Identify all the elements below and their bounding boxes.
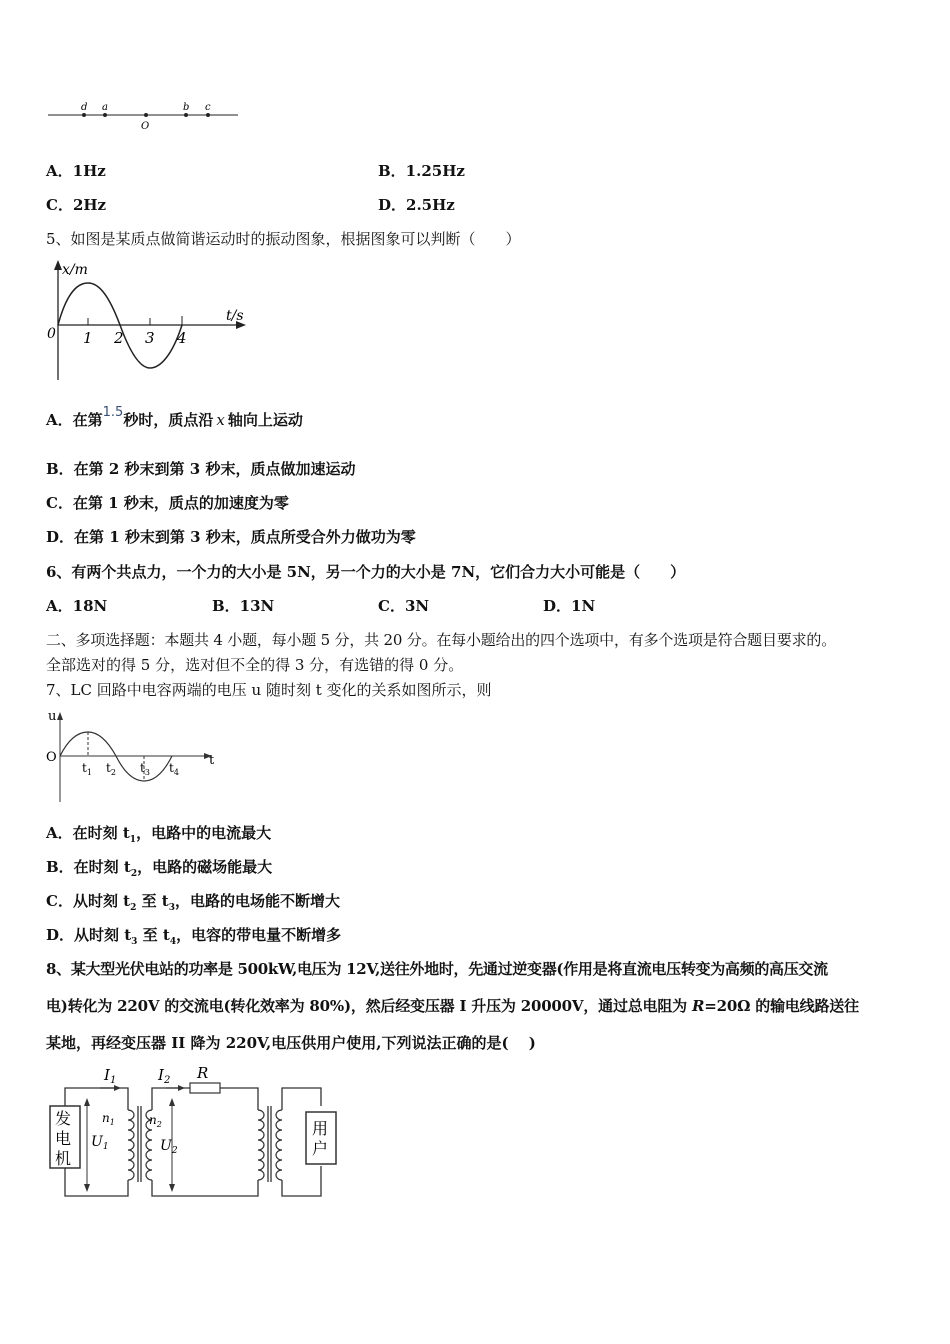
q7-b-sub: 2: [130, 869, 138, 879]
q8-line2-post: =20Ω 的输电线路送往: [704, 997, 859, 1015]
point-c: [206, 113, 210, 117]
q5-a-value: 1.5: [102, 405, 124, 420]
q7-d-post: ，电容的带电量不断增多: [176, 926, 342, 944]
section2-line1: 二、多项选择题：本题共 4 小题，每小题 5 分，共 20 分。在每小题给出的四个选项中，有多个选项是符合题目要求的。: [46, 631, 836, 649]
svg-text:t3: [140, 761, 150, 777]
i2-label: I: [158, 1066, 164, 1084]
q7-origin: O: [46, 750, 57, 765]
q7-c-pre: C．从时刻 t: [46, 892, 131, 910]
q5-a-suffix: 轴向上运动: [227, 411, 303, 429]
q5-option-d[interactable]: D．在第 1 秒末到第 3 秒末，质点所受合外力做功为零: [46, 528, 416, 546]
q4-option-a[interactable]: A．1Hz: [46, 162, 106, 180]
q7-c-sub1: 2: [130, 903, 137, 913]
q7-d-pre: D．从时刻 t: [46, 926, 132, 944]
section2-line2: 全部选对的得 5 分，选对但不全的得 3 分，有选错的得 0 分。: [46, 656, 464, 674]
q5-xlabel: t/s: [226, 308, 244, 324]
q6-stem: 6、有两个共点力，一个力的大小是 5N，另一个力的大小是 7N，它们合力大小可能是（ ）: [46, 563, 686, 581]
svg-text:U2: [160, 1138, 178, 1156]
u2-label: U: [160, 1138, 172, 1154]
q4-option-b[interactable]: B．1.25Hz: [378, 162, 465, 180]
q7-lc-graph: [42, 706, 227, 806]
q4-option-d[interactable]: D．2.5Hz: [378, 196, 455, 214]
q7-b-post: ，电路的磁场能最大: [137, 858, 273, 876]
coil-n1: [128, 1110, 134, 1180]
label-d: d: [81, 102, 88, 113]
i2-sub: 2: [163, 1075, 171, 1086]
generator-char-1: 发: [55, 1109, 72, 1128]
q7-option-a[interactable]: [46, 823, 271, 850]
q7-t3: t: [140, 761, 145, 775]
q5-option-a[interactable]: [46, 405, 303, 432]
q7-d-sub2: 4: [169, 937, 177, 947]
q7-t1: t: [82, 761, 87, 775]
q7-stem: 7、LC 回路中电容两端的电压 u 随时刻 t 变化的关系如图所示，则: [46, 681, 492, 699]
q8-line2: [46, 996, 859, 1016]
q5-tick-3: 3: [145, 329, 155, 347]
q7-d-sub1: 3: [131, 937, 138, 947]
q7-c-sub2: 3: [168, 903, 175, 913]
point-o: [144, 113, 148, 117]
n2-sub: 2: [156, 1120, 162, 1129]
point-b: [184, 113, 188, 117]
q8-line3: 某地，再经变压器 II 降为 220V,电压供用户使用,下列说法正确的是( ): [46, 1034, 536, 1052]
label-a: a: [102, 102, 108, 113]
q7-option-b[interactable]: [46, 857, 272, 884]
q5-vibration-graph: [42, 258, 252, 386]
q5-origin: 0: [47, 326, 56, 342]
q6-option-b[interactable]: B．13N: [212, 597, 275, 615]
point-d: [82, 113, 86, 117]
q6-option-c[interactable]: C．3N: [378, 597, 430, 615]
q7-t4: t: [169, 761, 174, 775]
point-a: [103, 113, 107, 117]
q8-circuit-diagram: [44, 1062, 344, 1202]
q7-a-sub: 1: [129, 835, 137, 845]
q8-line1: 8、某大型光伏电站的功率是 500kW,电压为 12V,送往外地时，先通过逆变器(作用是将直流电压转变为高频的高压交流: [46, 960, 828, 978]
q7-c-post: ，电路的电场能不断增大: [175, 892, 341, 910]
q5-option-b[interactable]: B．在第 2 秒末到第 3 秒末，质点做加速运动: [46, 460, 356, 478]
q5-ylabel: x/m: [62, 262, 88, 278]
svg-text:t4: [169, 761, 179, 777]
i1-sub: 1: [109, 1075, 117, 1086]
user-char-2: 户: [312, 1139, 329, 1158]
q7-t2-sub: 2: [110, 768, 116, 777]
generator-char-3: 机: [55, 1149, 72, 1168]
q7-t2: t: [106, 761, 111, 775]
q7-d-mid: 至 t: [137, 926, 170, 944]
u2-sub: 2: [171, 1146, 178, 1156]
r-label: R: [197, 1064, 209, 1082]
label-o: O: [141, 121, 150, 132]
q5-stem: 5、如图是某质点做简谐运动时的振动图象，根据图象可以判断（ ）: [46, 230, 521, 248]
q7-option-d[interactable]: [46, 925, 341, 952]
q5-tick-1: 1: [83, 329, 93, 347]
label-b: b: [183, 102, 190, 113]
svg-text:t2: [106, 761, 116, 777]
q7-t1-sub: 1: [86, 768, 92, 777]
q5-tick-2: 2: [114, 329, 124, 347]
q8-line2-pre: 电)转化为 220V 的交流电(转化效率为 80%)，然后经变压器 I 升压为 20000V，通过总电阻为: [46, 997, 692, 1015]
coil-ii-primary: [258, 1110, 264, 1180]
n2-label: n: [149, 1113, 157, 1127]
svg-text:n1: [102, 1111, 115, 1127]
svg-text:I1: [103, 1066, 116, 1086]
q7-b-pre: B．在时刻 t: [46, 858, 131, 876]
q5-a-var: x: [216, 411, 225, 429]
q5-a-mid: 秒时，质点沿: [123, 411, 214, 429]
q7-a-post: ，电路中的电流最大: [136, 824, 272, 842]
q7-a-pre: A．在时刻 t: [46, 824, 130, 842]
q7-t4-sub: 4: [173, 768, 179, 777]
q5-a-prefix: A．在第: [46, 411, 103, 429]
q7-option-c[interactable]: [46, 891, 340, 918]
q5-tick-4: 4: [177, 329, 187, 347]
svg-text:n2: [149, 1113, 162, 1129]
u1-sub: 1: [102, 1142, 109, 1152]
q7-ylabel: u: [48, 709, 57, 724]
label-c: c: [205, 102, 211, 113]
resistor-r: [190, 1083, 220, 1093]
u1-label: U: [91, 1134, 103, 1150]
q8-line2-var: R: [691, 997, 705, 1015]
n1-label: n: [102, 1111, 110, 1125]
points-line-figure: [40, 96, 250, 136]
user-char-1: 用: [312, 1119, 329, 1138]
generator-char-2: 电: [55, 1129, 72, 1148]
svg-text:U1: [91, 1134, 109, 1152]
n1-sub: 1: [109, 1118, 115, 1127]
i1-label: I: [104, 1066, 110, 1084]
q7-c-mid: 至 t: [136, 892, 169, 910]
q7-xlabel: t: [209, 753, 215, 768]
q6-option-a[interactable]: A．18N: [46, 597, 108, 615]
q5-option-c[interactable]: C．在第 1 秒末，质点的加速度为零: [46, 494, 289, 512]
q6-option-d[interactable]: D．1N: [543, 597, 596, 615]
svg-text:t1: [82, 761, 92, 777]
q4-option-c[interactable]: C．2Hz: [46, 196, 107, 214]
svg-text:I2: [157, 1066, 170, 1086]
coil-ii-secondary: [276, 1110, 282, 1180]
q7-t3-sub: 3: [144, 768, 150, 777]
